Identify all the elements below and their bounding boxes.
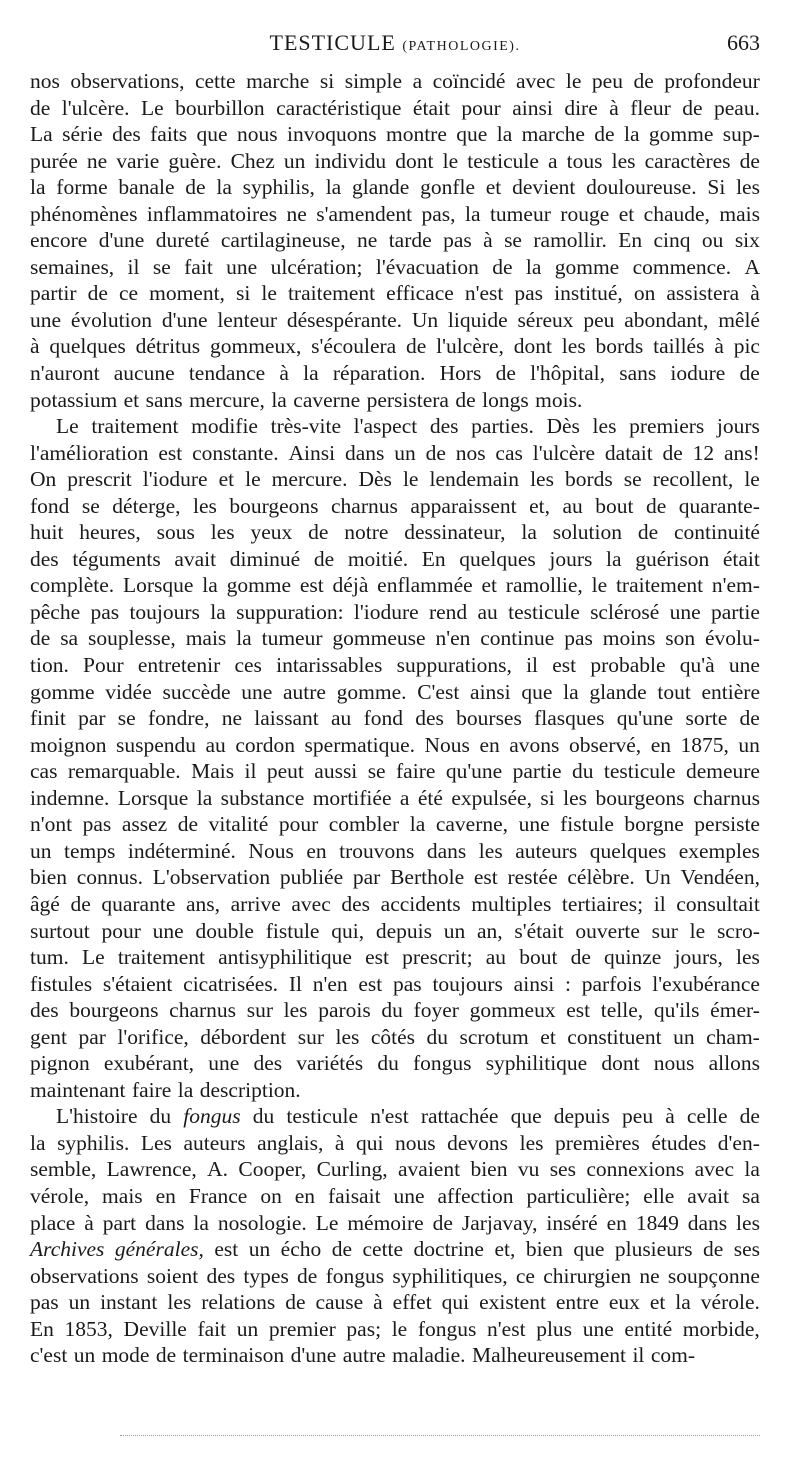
text-line: de sa souplesse, mais la tumeur gommeuse n'en continue pas moins son évolu- [30, 626, 760, 651]
text-line: gomme vidée succède une autre gomme. C'est ainsi que la glande tout entière [30, 679, 760, 704]
text-line: Le traitement modifie très-vite l'aspect des parties. Dès les premiers jours [56, 414, 760, 439]
text-line: c'est un mode de terminaison d'une autre maladie. Malheureusement il com- [30, 1343, 696, 1368]
text-line: L'histoire du fongus du testicule n'est rattachée que depuis peu à celle de [56, 1104, 760, 1129]
text-line: bien connus. L'observation publiée par Berthole est restée célèbre. Un Vendéen, [30, 865, 760, 890]
text-line: pêche pas toujours la suppuration: l'iodure rend au testicule sclérosé une partie [30, 599, 760, 624]
page-header [30, 30, 760, 62]
text-line: une évolution d'une lenteur désespérante. Un liquide séreux peu abondant, mêlé [30, 307, 760, 332]
text-line: Archives générales, est un écho de cette doctrine et, bien que plusieurs de ses [30, 1237, 760, 1262]
text-line: purée ne varie guère. Chez un individu dont le testicule a tous les caractères de [30, 148, 760, 173]
text-line: surtout pour une double fistule qui, depuis un an, s'était ouverte sur le scro- [30, 918, 760, 943]
text-line: n'ont pas assez de vitalité pour combler la caverne, une fistule borgne persiste [30, 812, 760, 837]
text-line: On prescrit l'iodure et le mercure. Dès le lendemain les bords se recollent, le [30, 467, 760, 492]
text-line: partir de ce moment, si le traitement efficace n'est pas institué, on assistera à [30, 281, 760, 306]
text-line: tum. Le traitement antisyphilitique est prescrit; au bout de quinze jours, les [30, 945, 760, 970]
paragraph [30, 68, 760, 413]
text-line: à quelques détritus gommeux, s'écoulera de l'ulcère, dont les bords taillés à pic [30, 334, 760, 359]
text-line: l'amélioration est constante. Ainsi dans un de nos cas l'ulcère datait de 12 ans! [30, 440, 760, 465]
text-line: finit par se fondre, ne laissant au fond des bourses flasques qu'une sorte de [30, 706, 760, 731]
paragraph [30, 413, 760, 1103]
text-line: de l'ulcère. Le bourbillon caractéristique était pour ainsi dire à fleur de peau. [30, 95, 760, 120]
text-line: pignon exubérant, une des variétés du fongus syphilitique dont nous allons [30, 1051, 760, 1076]
text-line: vérole, mais en France on en faisait une affection particulière; elle avait sa [30, 1183, 760, 1208]
text-line: nos observations, cette marche si simple a coïncidé avec le peu de profondeur [30, 69, 760, 93]
text-line: place à part dans la nosologie. Le mémoire de Jarjavay, inséré en 1849 dans les [30, 1210, 760, 1235]
text-line: observations soient des types de fongus syphilitiques, ce chirurgien ne soupçonne [30, 1263, 760, 1288]
text-line: n'auront aucune tendance à la réparation. Hors de l'hôpital, sans iodure de [30, 361, 760, 386]
text-line: La série des faits que nous invoquons montre que la marche de la gomme sup- [30, 122, 760, 147]
text-line: En 1853, Deville fait un premier pas; le fongus n'est plus une entité morbide, [30, 1316, 760, 1341]
running-title-main: TESTICULE [269, 30, 396, 55]
text-line: phénomènes inflammatoires ne s'amendent pas, la tumeur rouge et chaude, mais [30, 201, 760, 226]
running-title [30, 30, 760, 56]
text-line: semble, Lawrence, A. Cooper, Curling, avaient bien vu ses connexions avec la [30, 1157, 760, 1182]
text-line: tion. Pour entretenir ces intarissables suppurations, il est probable qu'à une [30, 653, 760, 678]
text-line: fond se déterge, les bourgeons charnus apparaissent et, au bout de quarante- [30, 493, 760, 518]
text-line: moignon suspendu au cordon spermatique. Nous en avons observé, en 1875, un [30, 732, 760, 757]
text-line: gent par l'orifice, débordent sur les côtés du scrotum et constituent un cham- [30, 1024, 760, 1049]
text-line: pas un instant les relations de cause à effet qui existent entre eux et la vérole. [30, 1290, 760, 1315]
text-line: semaines, il se fait une ulcération; l'évacuation de la gomme commence. A [30, 254, 760, 279]
text-line: la forme banale de la syphilis, la glande gonfle et devient douloureuse. Si les [30, 175, 760, 200]
text-line: cas remarquable. Mais il peut aussi se faire qu'une partie du testicule demeure [30, 759, 760, 784]
paragraph [30, 1103, 760, 1368]
text-line: complète. Lorsque la gomme est déjà enflammée et ramollie, le traitement n'em- [30, 573, 760, 598]
text-line: des téguments avait diminué de moitié. En quelques jours la guérison était [30, 546, 760, 571]
footer-dotted-rule [120, 1435, 760, 1436]
text-line: indemne. Lorsque la substance mortifiée a été expulsée, si les bourgeons charnus [30, 785, 760, 810]
text-line: maintenant faire la description. [30, 1077, 301, 1102]
page-number: 663 [727, 30, 760, 55]
text-line: encore d'une dureté cartilagineuse, ne tarde pas à se ramollir. En cinq ou six [30, 228, 760, 253]
text-line: âgé de quarante ans, arrive avec des accidents multiples tertiaires; il consultait [30, 891, 760, 916]
text-line: potassium et sans mercure, la caverne persistera de longs mois. [30, 387, 583, 412]
text-line: fistules s'étaient cicatrisées. Il n'en est pas toujours ainsi : parfois l'exubérance [30, 971, 760, 996]
text-line: la syphilis. Les auteurs anglais, à qui nous devons les premières études d'en- [30, 1130, 760, 1155]
running-title-subtitle: (PATHOLOGIE). [402, 39, 521, 54]
text-line: des bourgeons charnus sur les parois du foyer gommeux est telle, qu'ils émer- [30, 998, 760, 1023]
body-text [30, 68, 760, 1369]
text-line: huit heures, sous les yeux de notre dessinateur, la solution de continuité [30, 520, 760, 545]
text-line: un temps indéterminé. Nous en trouvons dans les auteurs quelques exemples [30, 838, 760, 863]
